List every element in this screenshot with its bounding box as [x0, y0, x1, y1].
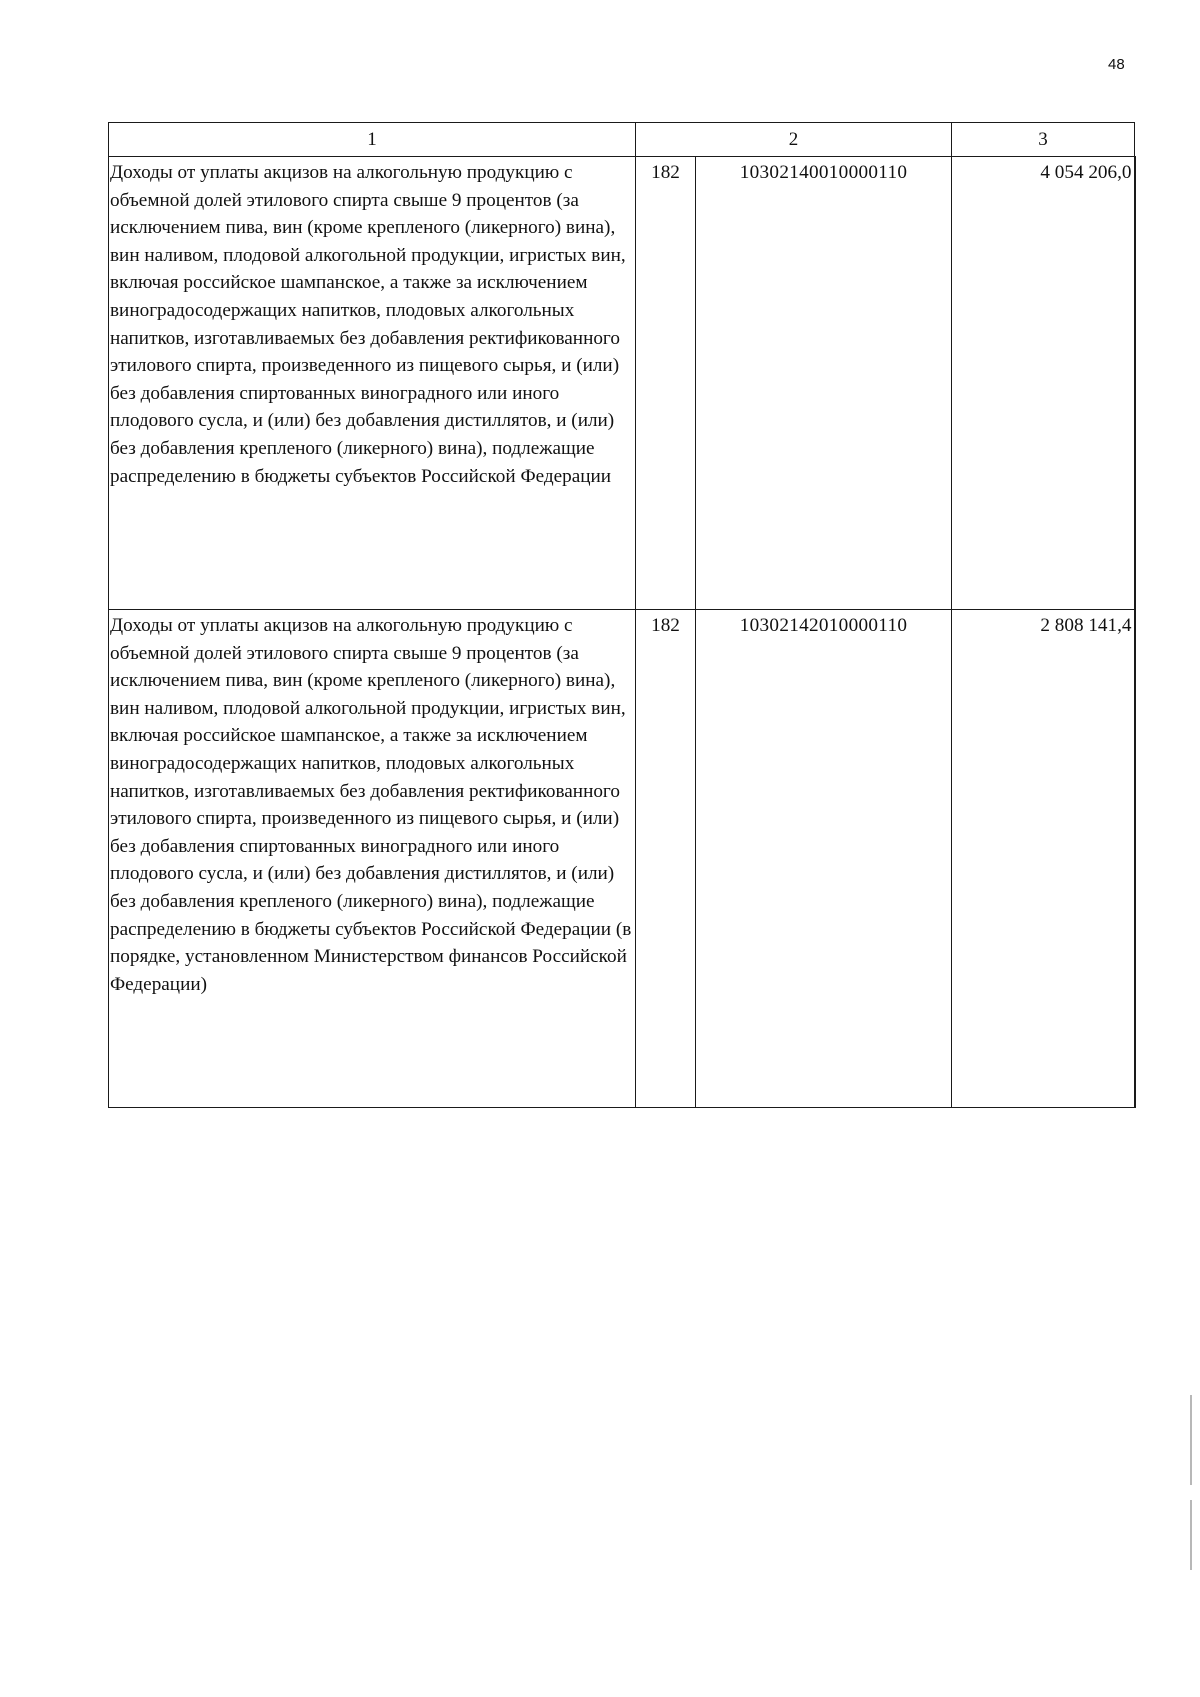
revenue-description: Доходы от уплаты акцизов на алкогольную продукцию с объемной долей этилового спирта свыше 9 процентов (за исключением пива, вин (кроме крепленого (ликерного) вина), вин наливом, плодовой алкогольной продукции, игристых вин, включая российское шампанское, а также за исключением виноградосодержащих напитков, плодовых алкогольных напитков, изготавливаемых без добавления ректификованного этилового спирта, произведенного из пищевого сырья, и (или) без добавления спиртованных виноградного или иного плодового сусла, и (или) без добавления дистиллятов, и (или) без добавления крепленого (ликерного) вина), подлежащие распределению в бюджеты субъектов Российской Федерации	[109, 157, 636, 610]
table-row	[109, 157, 1135, 610]
header-cell-1: 1	[109, 123, 636, 157]
page-number: 48	[1108, 56, 1125, 73]
scan-edge-mark	[1190, 1500, 1192, 1570]
revenue-table	[108, 122, 1136, 1108]
table-row	[109, 610, 1135, 1108]
administrator-code: 182	[636, 157, 696, 610]
budget-classification-code: 10302142010000110	[696, 610, 952, 1108]
scan-edge-mark	[1190, 1395, 1192, 1485]
budget-classification-code: 10302140010000110	[696, 157, 952, 610]
header-cell-2: 2	[636, 123, 952, 157]
header-cell-3: 3	[952, 123, 1135, 157]
amount-value: 4 054 206,0	[952, 157, 1135, 610]
amount-value: 2 808 141,4	[952, 610, 1135, 1108]
administrator-code: 182	[636, 610, 696, 1108]
revenue-description: Доходы от уплаты акцизов на алкогольную продукцию с объемной долей этилового спирта свыше 9 процентов (за исключением пива, вин (кроме крепленого (ликерного) вина), вин наливом, плодовой алкогольной продукции, игристых вин, включая российское шампанское, а также за исключением виноградосодержащих напитков, плодовых алкогольных напитков, изготавливаемых без добавления ректификованного этилового спирта, произведенного из пищевого сырья, и (или) без добавления спиртованных виноградного или иного плодового сусла, и (или) без добавления дистиллятов, и (или) без добавления крепленого (ликерного) вина), подлежащие распределению в бюджеты субъектов Российской Федерации (в порядке, установленном Министерством финансов Российской Федерации)	[109, 610, 636, 1108]
table-header-row	[109, 123, 1135, 157]
